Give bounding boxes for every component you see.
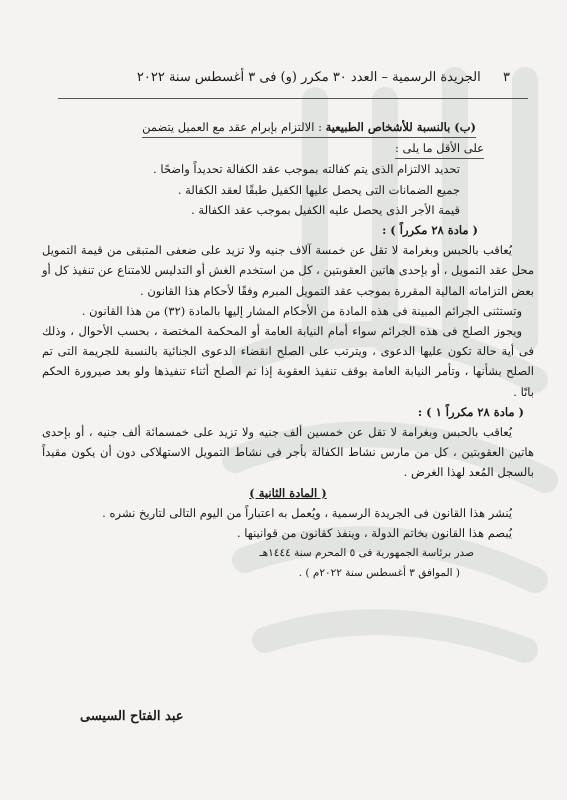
page-number: ٣: [503, 70, 510, 85]
article-28-bis-1-paragraph: يُعاقب بالحبس وبغرامة لا تقل عن خمسين ألف جنيه ولا تزيد على خمسمائة ألف جنيه ، أو بإحدى هاتين العقوبتين ، كل من مارس نشاط الكفالة بأجر فى نشاط التمويل الاستهلاكى دون أن يكون مقيداً بالسجل المُعد لهذا الغرض .: [42, 425, 534, 480]
section-b-intro-text: : الالتزام بإبرام عقد مع العميل يتضمن: [142, 120, 326, 134]
section-b-item: جميع الضمانات التى يحصل عليها الكفيل طبقًا لعقد الكفالة .: [177, 182, 460, 197]
article-28-bis-1-heading: ( مادة ٢٨ مكرراً ١ ) :: [417, 404, 524, 419]
section-b-item: تحديد الالتزام الذى يتم كفالته بموجب عقد الكفالة تحديداً واضحًا .: [153, 162, 460, 177]
section-b-intro-cont: على الأقل ما يلى :: [42, 138, 534, 159]
article-2-heading: ( المادة الثانية ): [249, 485, 327, 500]
president-signature: عبد الفتاح السيسى: [80, 709, 184, 724]
issuance-line-1: صدر برئاسة الجمهورية فى ٥ المحرم سنة ١٤٤٤هـ: [259, 547, 474, 560]
article-28-bis-paragraph-1: يُعاقب بالحبس وبغرامة لا تقل عن خمسة آلاف جنيه ولا تزيد على ضعفى المتبقى من قيمة التمويل محل عقد التمويل ، أو بإحدى هاتين العقوبتين ، كل من استخدم الغش أو التدليس للامتناع عن تنفيذ كل أو بعض التزاماته المالية المقررة بموجب عقد التمويل المبرم وفقًا لأحكام هذا القانون .: [42, 243, 534, 298]
section-b-intro: [42, 117, 498, 138]
section-b-item: قيمة الأجر الذى يحصل عليه الكفيل بموجب عقد الكفالة .: [191, 202, 460, 217]
header-divider: [58, 98, 528, 99]
document-body: [42, 117, 534, 584]
article-2-line: يُنشر هذا القانون فى الجريدة الرسمية ، ويُعمل به اعتباراً من اليوم التالى لتاريخ نشره .: [102, 505, 512, 520]
issuance-line-2: ( الموافق ٣ أغسطس سنة ٢٠٢٢م ) .: [298, 567, 460, 580]
gazette-header-title: الجريدة الرسمية – العدد ٣٠ مكرر (و) فى ٣ أغسطس سنة ٢٠٢٢: [136, 70, 481, 85]
page-header: [70, 70, 510, 85]
article-2-line: يُبصم هذا القانون بخاتم الدولة ، وينفذ كقانون من قوانينها .: [236, 526, 512, 541]
article-28-bis-paragraph-3: ويجوز الصلح فى هذه الجرائم سواء أمام النيابة العامة أو المحكمة المختصة ، بحسب الأحوال ، وذلك فى أية حالة تكون عليها الدعوى ، ويترتب على الصلح انقضاء الدعوى الجنائية بالنسبة للجريمة التى تم الصلح بشأنها ، وتأمر النيابة العامة بوقف تنفيذ العقوبة إذا تم الصلح أثناء تنفيذها ولو بعد صيرورة الحكم باتًا .: [42, 324, 534, 399]
article-28-bis-heading: ( مادة ٢٨ مكرراً ) :: [382, 223, 478, 238]
article-28-bis-paragraph-2: وتستثنى الجرائم المبينة فى هذه المادة من الأحكام المشار إليها بالمادة (٣٢) من هذا القانون .: [81, 303, 522, 318]
section-b-label: (ب) بالنسبة للأشخاص الطبيعية: [325, 120, 476, 134]
